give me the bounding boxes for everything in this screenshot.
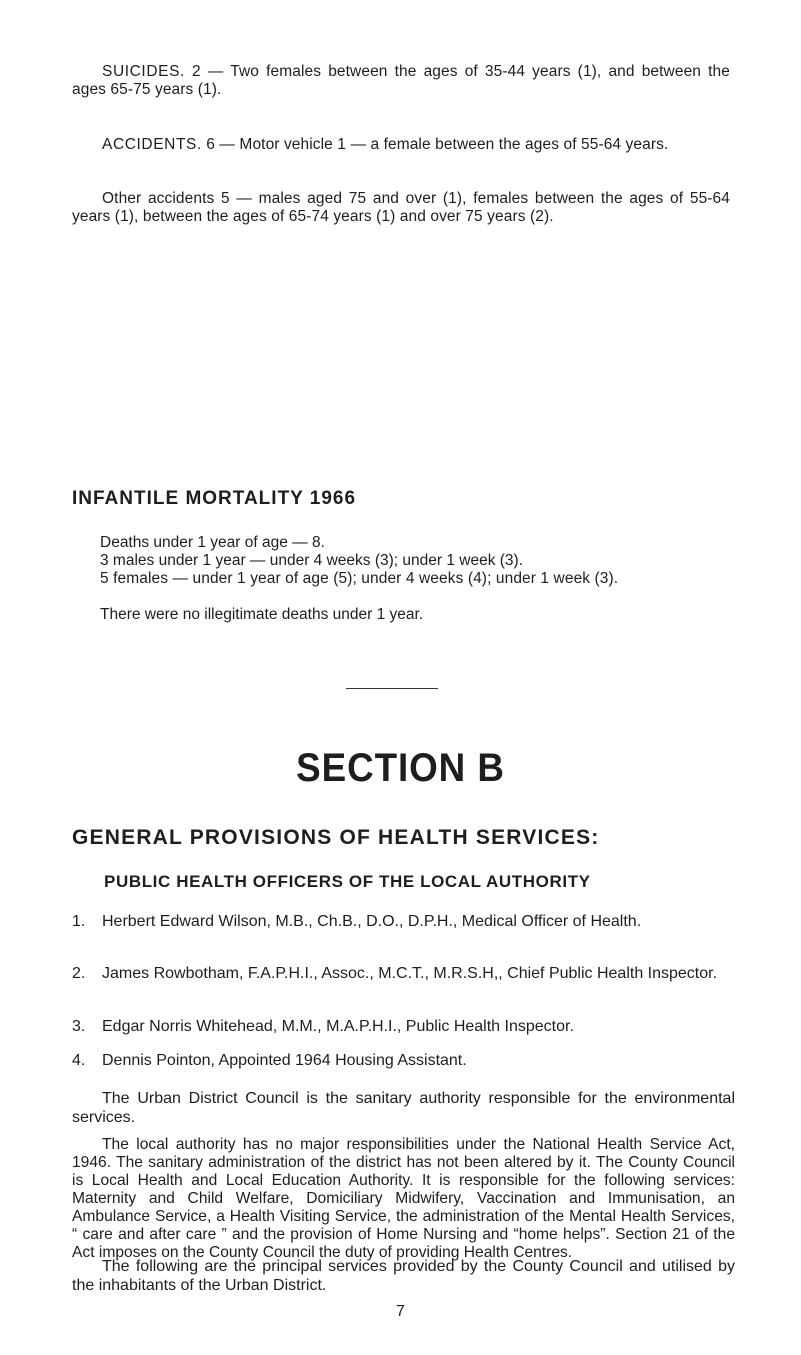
officer-number: 4. [72,1052,86,1069]
section-divider [346,688,438,689]
accidents-label: ACCIDENTS. [102,136,202,153]
officers-heading: PUBLIC HEALTH OFFICERS OF THE LOCAL AUTHORITY [104,872,591,891]
suicides-text: 2 — Two females between the ages of 35-44 years (1), and between the ages 65-75 years (1). [72,63,730,98]
infant-deaths-line: Deaths under 1 year of age — 8. [100,534,325,551]
local-authority-paragraph: The local authority has no major responsibilities under the National Health Service Act, 1946. The sanitary administration of the district has not been altered by it. The County Council is Local Health and Local Education Authority. It is responsible for the following services: Maternity and Child Welfare, Domiciliary Midwifery, Vaccination and Immunisation, an Ambulance Service, a Health Visiting Service, the administration of the Mental Health Services, “ care and after care ” and the provision of Home Nursing and “home helps”. Section 21 of the Act imposes on the County Council the duty of providing Health Centres. [72,1136,735,1261]
principal-services-paragraph: The following are the principal services provided by the County Council and utilised by the inhabitants of the Urban District. [72,1258,735,1294]
officer-number: 2. [72,965,86,982]
infantile-mortality-heading: INFANTILE MORTALITY 1966 [72,488,357,509]
officer-item [72,1017,737,1036]
suicides-label: SUICIDES. [102,63,185,80]
accidents-text: 6 — Motor vehicle 1 — a female between the ages of 55-64 years. [206,136,669,153]
officer-number: 3. [72,1018,86,1035]
suicides-paragraph [72,63,730,99]
officer-text: Dennis Pointon, Appointed 1964 Housing Assistant. [102,1052,467,1069]
infant-illegitimate-line: There were no illegitimate deaths under 1 year. [100,606,424,623]
accidents-paragraph [72,136,730,154]
infant-males-line: 3 males under 1 year — under 4 weeks (3); under 1 week (3). [100,552,524,569]
officer-item [72,1051,737,1070]
other-accidents-paragraph: Other accidents 5 — males aged 75 and over (1), females between the ages of 55-64 years (1), between the ages of 65-74 years (1) and over 75 years (2). [72,190,730,225]
page-number: 7 [396,1303,405,1320]
infant-females-line: 5 females — under 1 year of age (5); under 4 weeks (4); under 1 week (3). [100,570,619,587]
officer-number: 1. [72,913,86,930]
section-title: SECTION B [296,746,505,790]
officer-item [72,964,737,983]
officer-text: James Rowbotham, F.A.P.H.I., Assoc., M.C.T., M.R.S.H,, Chief Public Health Inspector. [102,965,718,982]
officer-text: Edgar Norris Whitehead, M.M., M.A.P.H.I., Public Health Inspector. [102,1018,574,1035]
officer-text: Herbert Edward Wilson, M.B., Ch.B., D.O., D.P.H., Medical Officer of Health. [102,913,642,930]
sanitary-authority-paragraph: The Urban District Council is the sanitary authority responsible for the environmental services. [72,1090,735,1126]
general-provisions-heading: GENERAL PROVISIONS OF HEALTH SERVICES: [72,826,600,849]
officer-item [72,912,737,931]
